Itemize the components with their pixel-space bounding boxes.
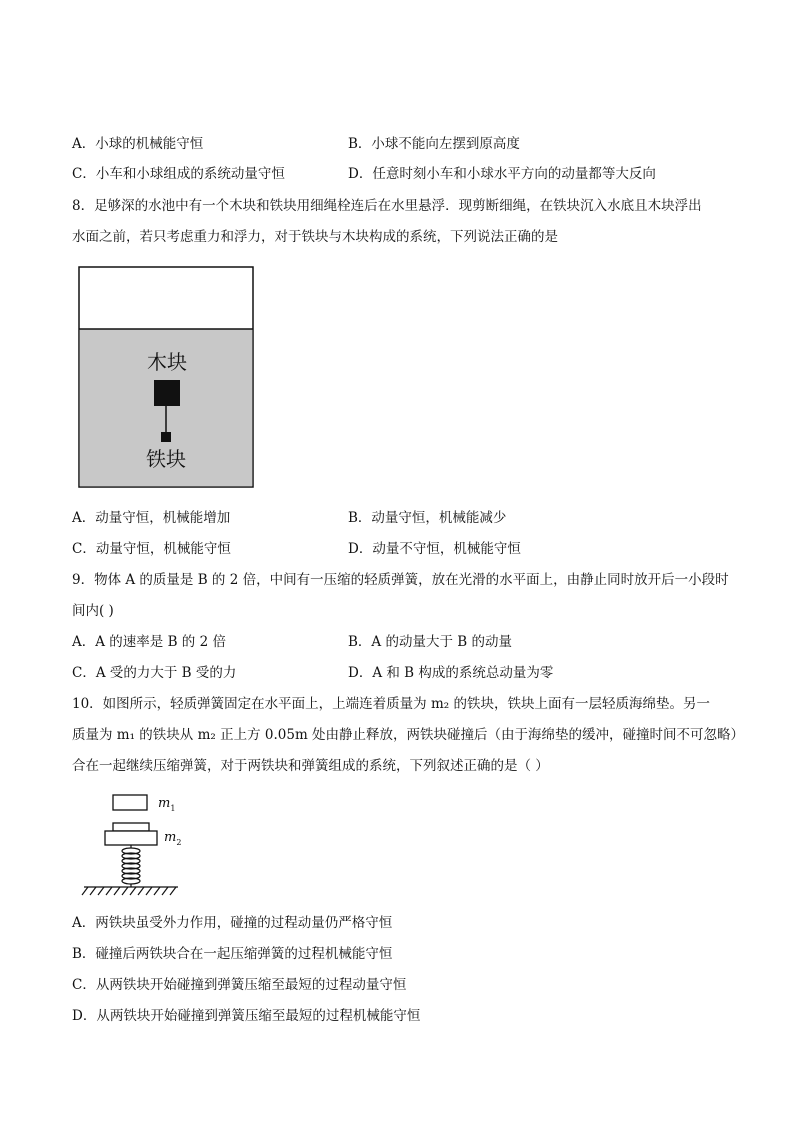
m2-label: m <box>164 830 177 845</box>
m1-label: m <box>158 796 171 811</box>
q7-option-c: C．小车和小球组成的系统动量守恒 <box>72 166 285 182</box>
iron-block <box>161 432 171 442</box>
q9-option-b: B．A 的动量大于 B 的动量 <box>348 634 512 650</box>
wood-block <box>154 380 180 406</box>
q8-option-d: D．动量不守恒，机械能守恒 <box>348 541 521 557</box>
m2-block <box>105 831 157 845</box>
q7-option-a: A．小球的机械能守恒 <box>72 136 204 152</box>
sponge-pad <box>113 823 149 831</box>
spring <box>122 845 140 887</box>
q7-option-d: D．任意时刻小车和小球水平方向的动量都等大反向 <box>348 166 656 182</box>
q8-stem-line1: 8．足够深的水池中有一个木块和铁块用细绳栓连后在水里悬浮．现剪断细绳，在铁块沉入水底且木块浮出 <box>72 198 702 214</box>
m1-subscript: 1 <box>170 804 176 813</box>
wood-block-label: 木块 <box>147 350 187 374</box>
q9-option-d: D．A 和 B 构成的系统总动量为零 <box>348 665 554 681</box>
m1-block <box>113 795 147 810</box>
q9-option-c: C．A 受的力大于 B 受的力 <box>72 665 237 681</box>
q8-option-c: C．动量守恒，机械能守恒 <box>72 541 231 557</box>
svg-text:m2 <box>164 830 181 847</box>
q8-stem-line2: 水面之前，若只考虑重力和浮力，对于铁块与木块构成的系统，下列说法正确的是 <box>72 229 558 245</box>
q7-option-b: B．小球不能向左摆到原高度 <box>348 136 520 152</box>
q10-option-b: B．碰撞后两铁块合在一起压缩弹簧的过程机械能守恒 <box>72 946 393 962</box>
q10-stem-line3: 合在一起继续压缩弹簧，对于两铁块和弹簧组成的系统，下列叙述正确的是（ ） <box>72 758 549 774</box>
svg-text:m1 <box>158 796 175 813</box>
q10-option-d: D．从两铁块开始碰撞到弹簧压缩至最短的过程机械能守恒 <box>72 1008 421 1024</box>
q8-option-a: A．动量守恒，机械能增加 <box>72 510 231 526</box>
q9-option-a: A．A 的速率是 B 的 2 倍 <box>72 634 226 650</box>
q9-stem-line2: 间内( ) <box>72 603 114 619</box>
iron-block-label: 铁块 <box>146 447 186 471</box>
m2-subscript: 2 <box>176 838 182 847</box>
q8-option-b: B．动量守恒，机械能减少 <box>348 510 507 526</box>
q10-stem-line1: 10．如图所示，轻质弹簧固定在水平面上，上端连着质量为 m₂ 的铁块，铁块上面有一层轻质海绵垫。另一 <box>72 696 710 712</box>
q9-stem-line1: 9．物体 A 的质量是 B 的 2 倍，中间有一压缩的轻质弹簧，放在光滑的水平面上，由静止同时放开后一小段时 <box>72 572 729 588</box>
q10-option-a: A．两铁块虽受外力作用，碰撞的过程动量仍严格守恒 <box>72 915 393 931</box>
q10-stem-line2: 质量为 m₁ 的铁块从 m₂ 正上方 0.05m 处由静止释放，两铁块碰撞后（由于海绵垫的缓冲，碰撞时间不可忽略） <box>72 727 745 743</box>
q8-water-tank-figure <box>78 266 256 490</box>
ground <box>82 887 178 895</box>
q10-option-c: C．从两铁块开始碰撞到弹簧压缩至最短的过程动量守恒 <box>72 977 407 993</box>
q10-spring-figure <box>80 786 210 900</box>
